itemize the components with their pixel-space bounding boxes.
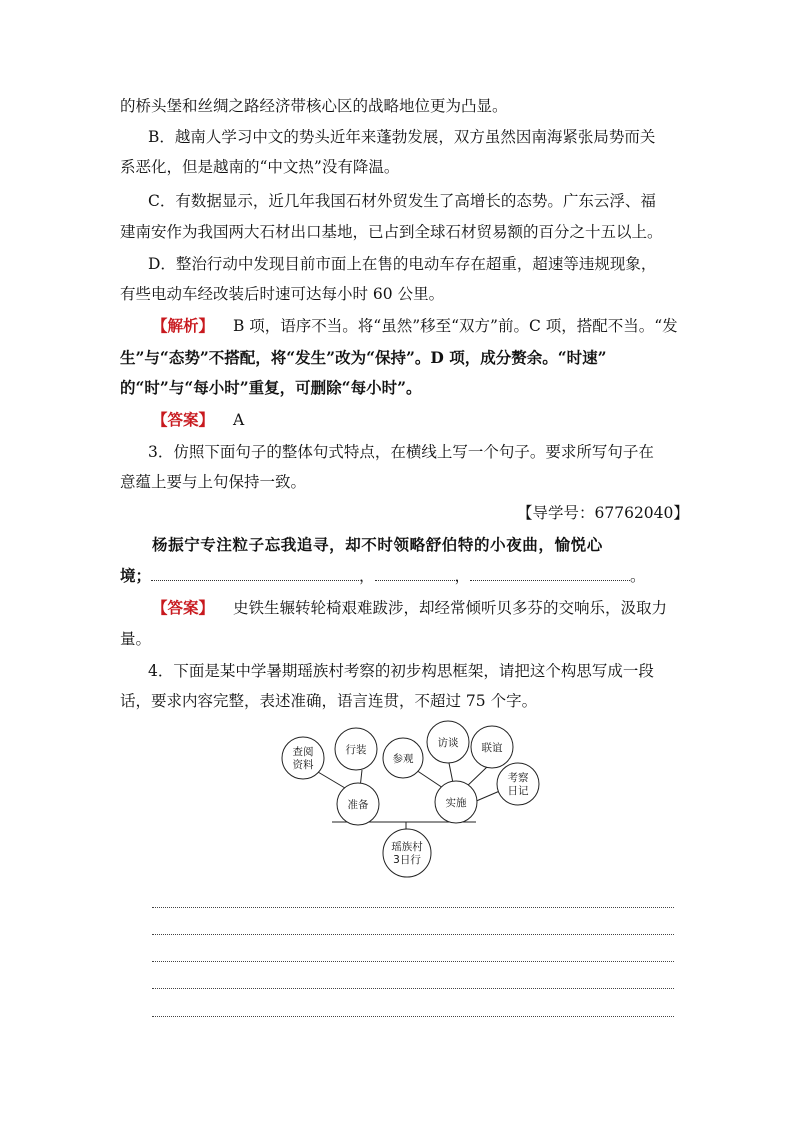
question-3-line2: 意蕴上要与上句保持一致。 <box>120 473 307 491</box>
period: 。 <box>630 567 646 585</box>
node-root-circle <box>383 829 431 877</box>
option-b-line1: B．越南人学习中文的势头近年来蓬勃发展，双方虽然因南海紧张局势而关 <box>148 128 656 146</box>
blank-2[interactable] <box>375 566 455 581</box>
writing-line-3[interactable] <box>152 961 674 962</box>
node-chayue-circle <box>282 737 324 779</box>
node-kaocha-circle <box>497 763 539 805</box>
node-lianyi: 联谊 <box>481 742 503 754</box>
question-3-line1: 3．仿照下面句子的整体句式特点，在横线上写一个句子。要求所写句子在 <box>148 443 654 461</box>
model-sentence: 杨振宁专注粒子忘我追寻，却不时领略舒伯特的小夜曲，愉悦心 <box>152 535 603 554</box>
answer-1-tag: 【答案】 <box>152 410 215 429</box>
paragraph-continuation: 的桥头堡和丝绸之路经济带核心区的战略地位更为凸显。 <box>120 97 508 115</box>
node-root-l2: 3日行 <box>393 854 421 866</box>
fill-blank-line <box>120 566 646 586</box>
writing-line-4[interactable] <box>152 988 674 989</box>
option-d-line2: 有些电动车经改装后时速可达每小时 60 公里。 <box>120 285 445 303</box>
answer-2-line2: 量。 <box>120 630 152 648</box>
node-prep: 准备 <box>347 799 369 811</box>
answer-2-line1 <box>152 598 667 618</box>
comma-1: ， <box>359 567 375 585</box>
option-d-line1: D．整治行动中发现目前市面上在售的电动车存在超重，超速等违规现象， <box>148 255 657 273</box>
node-kaocha-l1: 考察 <box>507 772 529 784</box>
model-sentence-end: 境； <box>120 566 152 585</box>
node-kaocha-l2: 日记 <box>507 785 529 797</box>
answer-2-text: 史铁生辗转轮椅艰难跋涉，却经常倾听贝多芬的交响乐，汲取力 <box>232 599 667 617</box>
node-chayue-l2: 资料 <box>292 759 314 771</box>
writing-line-1[interactable] <box>152 907 674 908</box>
node-canguan: 参观 <box>392 753 414 765</box>
node-impl: 实施 <box>445 797 467 809</box>
guide-number: 【导学号：67762040】 <box>517 504 689 522</box>
question-4-line2: 话，要求内容完整，表述准确，语言连贯，不超过 75 个字。 <box>120 692 538 710</box>
comma-2: ， <box>454 567 471 585</box>
writing-line-5[interactable] <box>152 1016 674 1017</box>
question-4-line1: 4．下面是某中学暑期瑶族村考察的初步构思框架，请把这个构思写成一段 <box>148 662 654 680</box>
node-chayue-l1: 查阅 <box>292 746 314 758</box>
option-c-line1: C．有数据显示，近几年我国石材外贸发生了高增长的态势。广东云浮、福 <box>148 192 656 210</box>
blank-1[interactable] <box>151 566 359 581</box>
analysis-line2: 生”与“态势”不搭配，将“发生”改为“保持”。D 项，成分赘余。“时速” <box>120 348 607 367</box>
blank-3[interactable] <box>470 566 630 581</box>
node-fangtan: 访谈 <box>437 737 459 749</box>
answer-1 <box>152 410 244 430</box>
option-b-line2: 系恶化，但是越南的“中文热”没有降温。 <box>120 158 400 176</box>
writing-line-2[interactable] <box>152 934 674 935</box>
analysis-text-1: B 项，语序不当。将“虽然”移至“双方”前。C 项，搭配不当。“发 <box>232 317 678 335</box>
analysis-tag: 【解析】 <box>152 316 215 335</box>
analysis-line3: 的“时”与“每小时”重复，可删除“每小时”。 <box>120 378 422 397</box>
node-root-l1: 瑶族村 <box>391 841 423 853</box>
option-c-line2: 建南安作为我国两大石材出口基地，已占到全球石材贸易额的百分之十五以上。 <box>120 223 663 241</box>
answer-1-text: A <box>232 411 245 429</box>
answer-2-tag: 【答案】 <box>152 598 215 617</box>
node-xingzhuang: 行装 <box>345 744 367 756</box>
concept-tree-diagram <box>270 710 560 880</box>
analysis-line1 <box>152 316 678 336</box>
